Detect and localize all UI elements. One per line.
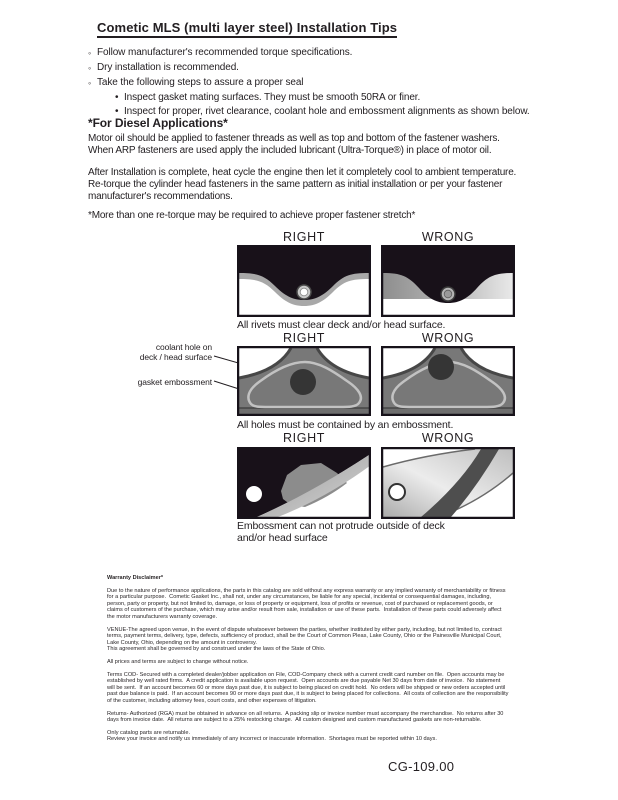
retorque-note: *More than one re-torque may be required to achieve proper fastener stretch* [88, 210, 416, 221]
legal-paragraph: Due to the nature of performance applications, the parts in this catalog are sold without any express warranty or any implied warranty of merchantability or fitness for a particular purpose. Cometic Gasket Inc., shall not, under any circumstances, be liable for any special, incidental or consequential damages, including, person, party or property, but not limited to, damage, or loss of property or equipment, loss of profits or revenue, cost of purchased or replacement goods, or claims of customers of the purchase, which may arise and/or result from sale, installation or use of these parts. Installation of these parts could adversely affect the motor manufacturers warranty coverage. [107, 587, 508, 620]
diagram-rivet-wrong [381, 245, 515, 317]
installation-tips-list [88, 46, 568, 119]
rivet-caption: All rivets must clear deck and/or head surface. [237, 319, 446, 331]
wrong-label: WRONG [421, 431, 475, 445]
diagram-section [0, 230, 618, 565]
filled-bullet-icon [115, 91, 124, 105]
legal-paragraph: VENUE-The agreed upon venue, in the event of dispute whatsoever between the parties, whether instituted by either party, including, but not limited to, contract terms, payment terms, delivery, type, defects, sufficiency of product, shall be the Court of Common Pleas, Lake County, Ohio or the Painesville Municipal Court, Lake County, Ohio, depending on the amount in controversy. [107, 626, 504, 646]
diagram-embossment-wrong [381, 346, 515, 416]
wrong-label: WRONG [421, 230, 475, 244]
diagram-protrusion-right [237, 447, 371, 519]
open-bullet-icon [88, 76, 97, 91]
page-title: Cometic MLS (multi layer steel) Installation Tips [97, 20, 397, 38]
protrusion-caption: Embossment can not protrude outside of deck and/or head surface [237, 520, 445, 544]
legal-paragraph: Returns- Authorized (RGA) must be obtained in advance on all returns. A packing slip or invoice number must accompany the merchandise. No returns after 30 days from invoice date. All returns are subject to a 25% restocking charge. All custom designed and custom manufactured gaskets are non-returnable. [107, 710, 505, 724]
list-item-text: Inspect gasket mating surfaces. They must be smooth 50RA or finer. [124, 92, 421, 103]
diagram-protrusion-wrong [381, 447, 515, 519]
page-number: CG-109.00 [388, 759, 455, 774]
wrong-label: WRONG [421, 331, 475, 345]
diesel-paragraph-1: Motor oil should be applied to fastener threads as well as top and bottom of the fastener washers. When ARP fasteners are used apply the included lubricant (Ultra-Torque®) in place of motor oil. [88, 133, 500, 157]
diesel-paragraph-2: After Installation is complete, heat cycle the engine then let it completely cool to ambient temperature. Re-torque the cylinder head fasteners in the same pattern as initial installation or per your fastener manufacturer's recommendations. [88, 167, 517, 203]
list-item-text: Follow manufacturer's recommended torque specifications. [97, 47, 353, 58]
open-bullet-icon [88, 46, 97, 61]
gasket-embossment-annotation: gasket embossment [137, 377, 212, 387]
legal-paragraph: Terms COD- Secured with a completed dealer/jobber application on File, COD-Company check with a current credit card number on file. Open accounts may be established by well rated firms. A credit application is available upon request. Open accounts are due payable Net 30 days from date of invoice. No statement will be sent. If an account becomes 60 or more days past due, it is subject to being placed on credit hold. No orders will be shipped or new orders accepted until past due balance is paid. If an account becomes 90 or more days past due, it is subject to being placed for collections. All costs of collection are the responsibility of the customer, including attorney fees, court costs, and other expenses of litigation. [107, 671, 510, 704]
list-item-text: Take the following steps to assure a proper seal [97, 77, 304, 88]
open-bullet-icon [88, 61, 97, 76]
list-item-text: Inspect for proper, rivet clearance, coolant hole and embossment alignments as shown below. [124, 106, 530, 117]
list-item [88, 61, 568, 76]
diesel-applications-heading: *For Diesel Applications* [88, 116, 228, 130]
diagram-rivet-right [237, 245, 371, 317]
coolant-hole-annotation: coolant hole on deck / head surface [139, 342, 212, 362]
right-label: RIGHT [283, 230, 325, 244]
legal-paragraph: Only catalog parts are returnable. [107, 729, 191, 736]
legal-paragraph: This agreement shall be governed by and construed under the laws of the State of Ohio. [107, 646, 326, 653]
list-item-text: Dry installation is recommended. [97, 62, 239, 73]
right-label: RIGHT [283, 331, 325, 345]
legal-paragraph: All prices and terms are subject to change without notice. [107, 658, 249, 665]
list-item [88, 46, 568, 61]
diagram-embossment-right [237, 346, 371, 416]
warranty-disclaimer [107, 575, 509, 749]
legal-paragraph: Review your invoice and notify us immediately of any incorrect or inaccurate information. Shortages must be reported within 10 days. [107, 736, 437, 743]
list-item [88, 76, 568, 91]
right-label: RIGHT [283, 431, 325, 445]
list-item [115, 91, 568, 105]
embossment-caption: All holes must be contained by an embossment. [237, 419, 454, 431]
warranty-heading: Warranty Disclaimer* [107, 575, 164, 581]
